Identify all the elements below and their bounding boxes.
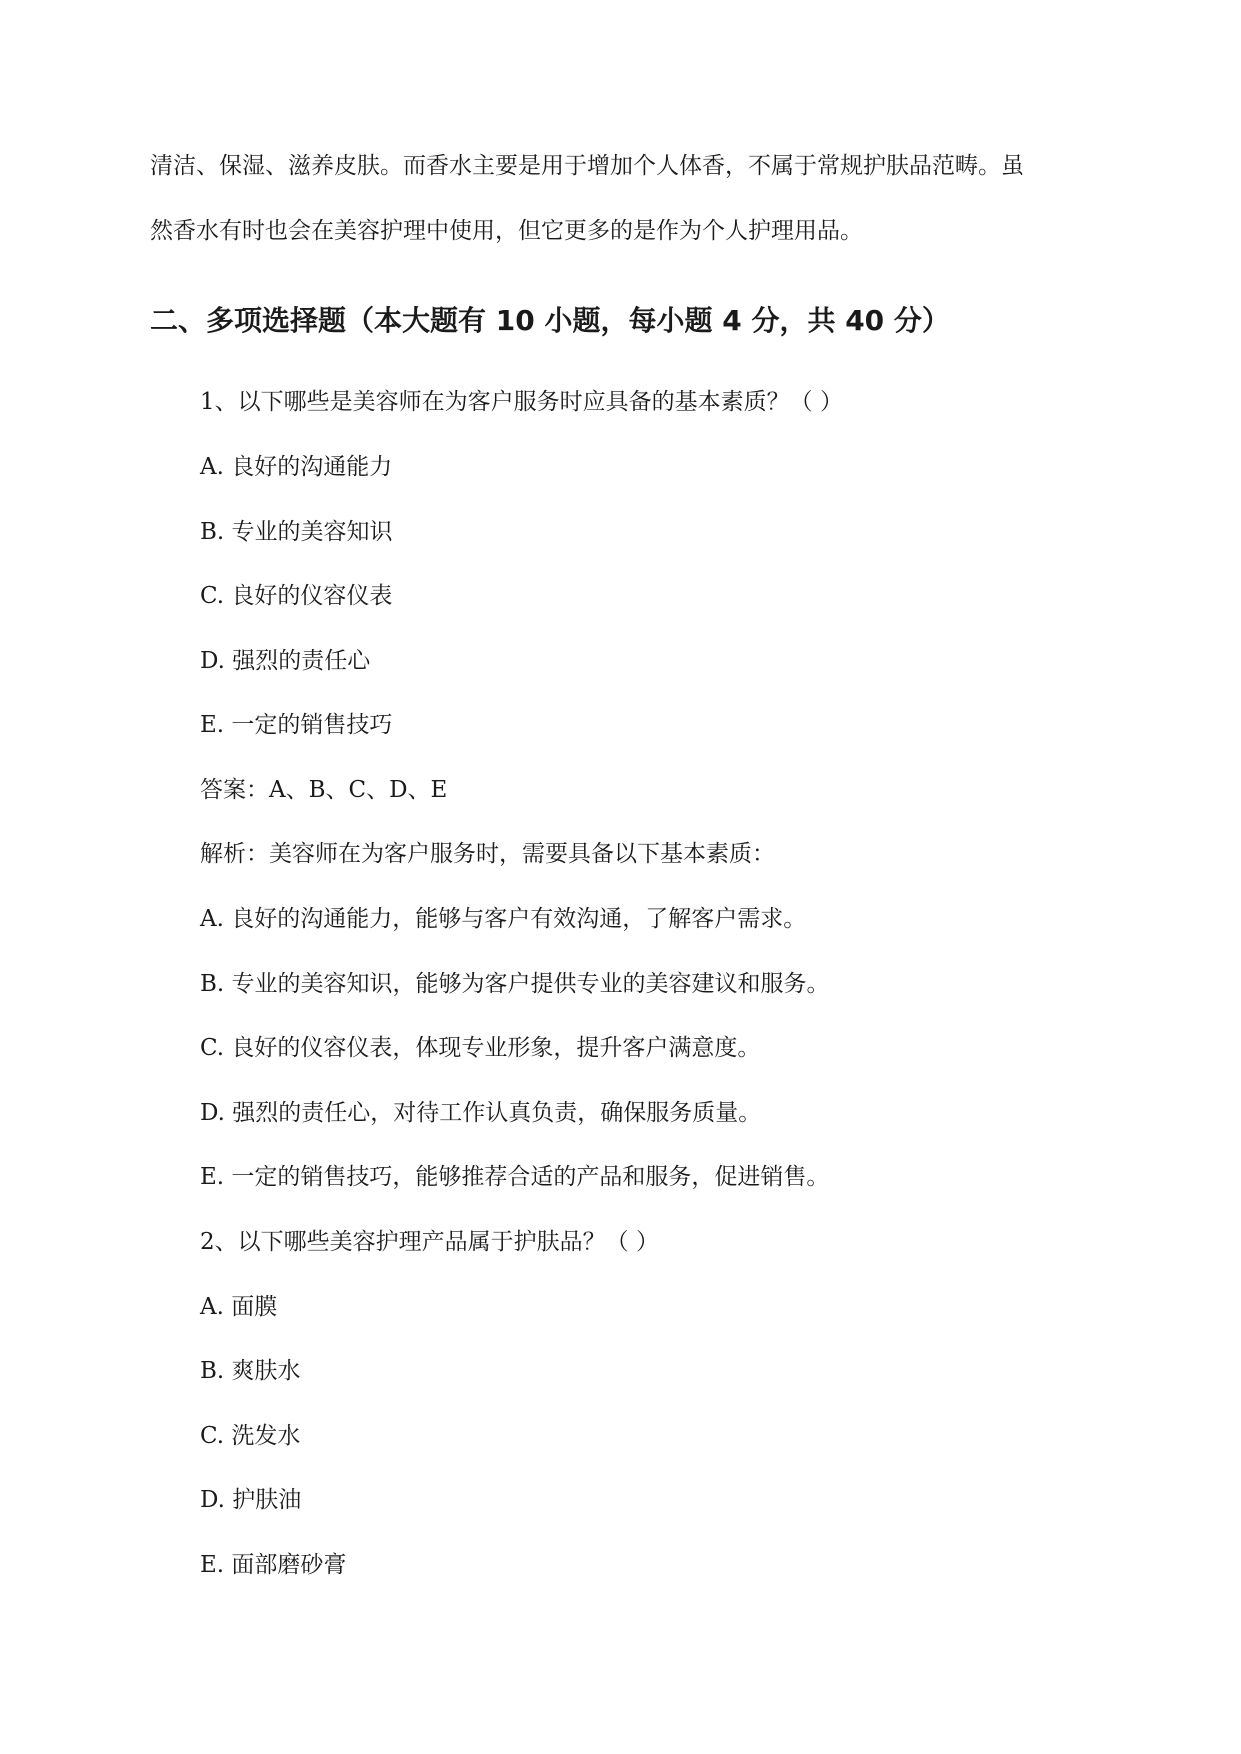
q1-analysis-c: C. 良好的仪容仪表，体现专业形象，提升客户满意度。 — [200, 1035, 761, 1061]
q1-analysis-b: B. 专业的美容知识，能够为客户提供专业的美容建议和服务。 — [200, 971, 830, 997]
q1-option-d: D. 强烈的责任心 — [200, 648, 371, 674]
q2-option-c: C. 洗发水 — [200, 1423, 301, 1449]
q2-option-d: D. 护肤油 — [200, 1487, 302, 1513]
q2-question: 2、以下哪些美容护理产品属于护肤品？（ ） — [200, 1229, 659, 1255]
q1-answer: 答案：A、B、C、D、E — [200, 777, 448, 803]
q1-option-a: A. 良好的沟通能力 — [200, 454, 393, 480]
q1-option-b: B. 专业的美容知识 — [200, 519, 393, 545]
section-heading: 二、多项选择题（本大题有 10 小题，每小题 4 分，共 40 分） — [150, 304, 950, 337]
q1-option-c: C. 良好的仪容仪表 — [200, 583, 393, 609]
q1-question: 1、以下哪些是美容师在为客户服务时应具备的基本素质？（ ） — [200, 389, 843, 415]
q1-analysis-d: D. 强烈的责任心，对待工作认真负责，确保服务质量。 — [200, 1100, 762, 1126]
intro-line-2: 然香水有时也会在美容护理中使用，但它更多的是作为个人护理用品。 — [150, 218, 863, 244]
q1-analysis-intro: 解析：美容师在为客户服务时，需要具备以下基本素质： — [200, 841, 775, 867]
q2-option-b: B. 爽肤水 — [200, 1358, 301, 1384]
q2-option-a: A. 面膜 — [200, 1294, 278, 1320]
q1-option-e: E. 一定的销售技巧 — [200, 712, 393, 738]
q2-option-e: E. 面部磨砂膏 — [200, 1552, 347, 1578]
intro-line-1: 清洁、保湿、滋养皮肤。而香水主要是用于增加个人体香，不属于常规护肤品范畴。虽 — [150, 153, 1024, 179]
q1-analysis-e: E. 一定的销售技巧，能够推荐合适的产品和服务，促进销售。 — [200, 1164, 830, 1190]
q1-analysis-a: A. 良好的沟通能力，能够与客户有效沟通，了解客户需求。 — [200, 906, 807, 932]
